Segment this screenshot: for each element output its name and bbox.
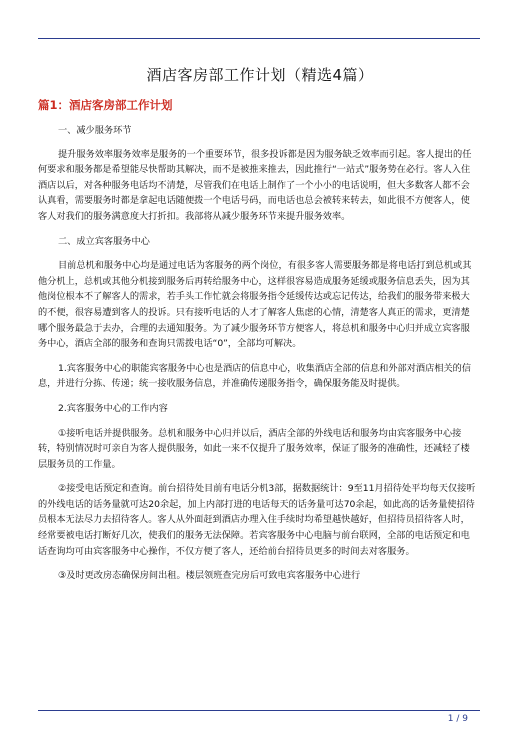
document-body — [38, 123, 478, 584]
paragraph-answer-calls: ①接听电话并提供服务。总机和服务中心归并以后，酒店全部的外线电话和服务均由宾客服务中心接转，特别情况时可亲自为客人提供服务，如此一来不仅提升了服务效率，保证了服务的准确性，还减轻了楼层服务员的工作量。 — [38, 427, 470, 470]
paragraph-switchboard-merge: 目前总机和服务中心均是通过电话为客服务的两个岗位，有很多客人需要服务都是将电话打到总机或其他分机上，总机或其他分机接到服务后再转给服务中心，这样很容易造成服务延缓或服务信息丢失，因为其他岗位根本不了解客人的需求，若手头工作忙就会将服务指令延缓传达或忘记传达，给我们的服务带来极大的不便，很容易遭到客人的投诉。只有接听电话的人才了解客人焦虑的心情，清楚客人真正的需求，更清楚哪个服务最急于去办，合理的去通知服务。为了减少服务环节方便客人，将总机和服务中心归并成立宾客服务中心，酒店全部的服务和查询只需拨电话“0”，全部均可解决。 — [38, 260, 472, 350]
section-heading: 篇1：酒店客房部工作计划 — [38, 98, 173, 112]
paragraph-room-status: ③及时更改房态确保房间出租。楼层领班查完房后可致电宾客服务中心进行 — [58, 570, 361, 582]
paragraph-phone-reservation: ②接受电话预定和查询。前台招待处目前有电话分机3部，据数据统计：9至11月招待处平均每天仅接听的外线电话的话务量就可达20余起，加上内部打进的电话每天的话务量可达70余起，如此高的话务量使招待员根本无法尽力去招待客人。客人从外面赶到酒店办理入住手续时均希望越快越好，但招待员招待客人时，经常要被电话打断好几次，使我们的服务无法保障。若宾客服务中心电脑与前台联网，全部的电话预定和电话查询均可由宾客服务中心操作，不仅方便了客人，还给前台招待员更多的时间去对客服务。 — [38, 483, 476, 557]
header-rule — [38, 38, 480, 39]
paragraph-service-efficiency: 提升服务效率服务效率是服务的一个重要环节，很多投诉都是因为服务缺乏效率而引起。客人提出的任何要求和服务都是希望能尽快帮助其解决，而不是被推来推去，因此推行“一站式”服务势在必行。客人入住酒店以后，对各种服务电话均不清楚，尽管我们在电话上制作了一个小小的电话说明，但大多数客人都不会认真看，需要服务时都是拿起电话随便拨一个电话号码，而电话也总会被转来转去，如此很不方便客人，使客人对我们的服务满意度大打折扣。我部将从减少服务环节来提升服务效率。 — [38, 148, 472, 222]
document-title: 酒店客房部工作计划（精选4篇） — [146, 66, 374, 84]
subheading-reduce-service-steps: 一、减少服务环节 — [58, 125, 132, 136]
paragraph-center-function: 1.宾客服务中心的职能宾客服务中心也是酒店的信息中心，收集酒店全部的信息和外部对酒店相关的信息，并进行分拣、传递；统一接收服务信息，并准确传递服务指令，确保服务能及时提供。 — [38, 362, 472, 390]
page-number: 1 / 9 — [447, 714, 468, 724]
footer-rule — [38, 710, 480, 711]
subheading-work-content: 2.宾客服务中心的工作内容 — [58, 402, 168, 414]
subheading-guest-service-center: 二、成立宾客服务中心 — [58, 235, 150, 247]
